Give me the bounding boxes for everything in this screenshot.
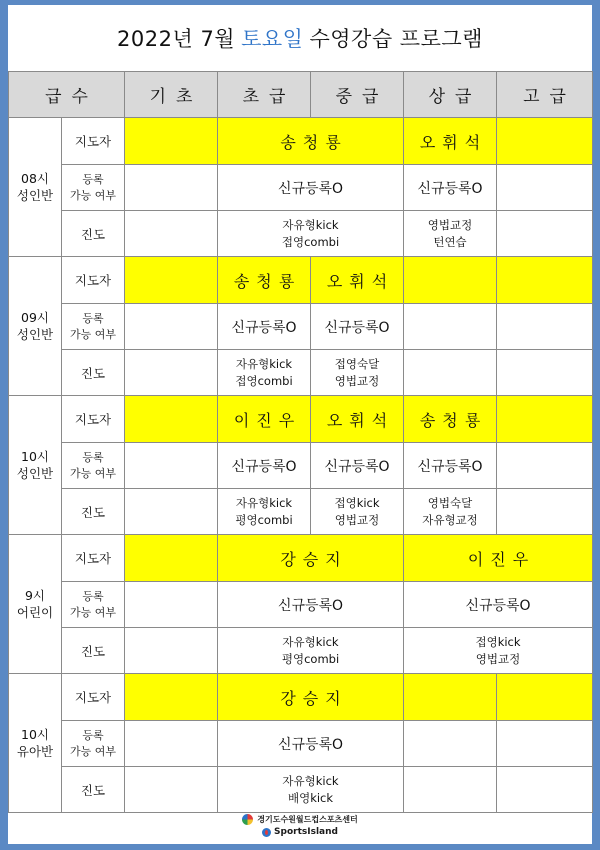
row-label-registration: 등록 가능 여부 xyxy=(62,165,125,211)
group-label: 08시 성인반 xyxy=(9,118,62,257)
row-label-instructor: 지도자 xyxy=(62,535,125,582)
cell-empty xyxy=(125,211,218,257)
cell-empty xyxy=(125,257,218,304)
cell-empty xyxy=(125,304,218,350)
table-row xyxy=(9,489,593,535)
header-row xyxy=(9,72,593,118)
registration-cell: 신규등록O xyxy=(404,582,593,628)
header-basic: 기초 xyxy=(125,72,218,118)
row-label-instructor: 지도자 xyxy=(62,396,125,443)
row-label-progress: 진도 xyxy=(62,489,125,535)
group-label: 10시 유아반 xyxy=(9,674,62,813)
cell-empty xyxy=(125,535,218,582)
cell-empty xyxy=(497,118,593,165)
cell-empty xyxy=(125,628,218,674)
table-row xyxy=(9,165,593,211)
cell-empty xyxy=(497,767,593,813)
instructor-cell: 오휘석 xyxy=(311,396,404,443)
table-row xyxy=(9,767,593,813)
instructor-cell: 오휘석 xyxy=(311,257,404,304)
cell-empty xyxy=(125,443,218,489)
progress-cell: 영법교정 턴연습 xyxy=(404,211,497,257)
group-label: 9시 어린이 xyxy=(9,535,62,674)
cell-empty xyxy=(497,674,593,721)
row-label-instructor: 지도자 xyxy=(62,674,125,721)
table-row xyxy=(9,304,593,350)
progress-cell: 접영kick 영법교정 xyxy=(404,628,593,674)
table-row xyxy=(9,350,593,396)
sportsisland-logo-icon xyxy=(262,828,271,837)
cell-empty xyxy=(404,350,497,396)
schedule-sheet xyxy=(8,5,592,844)
cell-empty xyxy=(125,396,218,443)
cell-empty xyxy=(125,674,218,721)
registration-cell: 신규등록O xyxy=(218,582,404,628)
table-row xyxy=(9,443,593,489)
cell-empty xyxy=(125,767,218,813)
table-row xyxy=(9,582,593,628)
row-label-registration: 등록 가능 여부 xyxy=(62,443,125,489)
header-beginner: 초급 xyxy=(218,72,311,118)
row-label-instructor: 지도자 xyxy=(62,257,125,304)
row-label-progress: 진도 xyxy=(62,628,125,674)
cell-empty xyxy=(497,443,593,489)
progress-cell: 자유형kick 배영kick xyxy=(218,767,404,813)
header-advanced: 상급 xyxy=(404,72,497,118)
instructor-cell: 오휘석 xyxy=(404,118,497,165)
table-row xyxy=(9,721,593,767)
schedule-table xyxy=(8,71,593,813)
table-row xyxy=(9,628,593,674)
progress-cell: 접영kick 영법교정 xyxy=(311,489,404,535)
cell-empty xyxy=(497,350,593,396)
registration-cell: 신규등록O xyxy=(218,443,311,489)
instructor-cell: 송청룡 xyxy=(404,396,497,443)
registration-cell: 신규등록O xyxy=(218,304,311,350)
registration-cell: 신규등록O xyxy=(404,165,497,211)
cell-empty xyxy=(404,257,497,304)
registration-cell: 신규등록O xyxy=(404,443,497,489)
cell-empty xyxy=(404,674,497,721)
cell-empty xyxy=(125,350,218,396)
table-row xyxy=(9,535,593,582)
header-intermediate: 중급 xyxy=(311,72,404,118)
table-row xyxy=(9,118,593,165)
row-label-registration: 등록 가능 여부 xyxy=(62,582,125,628)
row-label-registration: 등록 가능 여부 xyxy=(62,721,125,767)
cell-empty xyxy=(125,721,218,767)
group-label: 09시 성인반 xyxy=(9,257,62,396)
cell-empty xyxy=(497,257,593,304)
table-row xyxy=(9,674,593,721)
cell-empty xyxy=(497,396,593,443)
cell-empty xyxy=(404,767,497,813)
header-expert: 고급 xyxy=(497,72,593,118)
instructor-cell: 송청룡 xyxy=(218,118,404,165)
cell-empty xyxy=(497,489,593,535)
progress-cell: 영법숙달 자유형교정 xyxy=(404,489,497,535)
center-logo-icon xyxy=(242,814,253,825)
cell-empty xyxy=(404,721,497,767)
page-title: 2022년 7월 토요일 수영강습 프로그램 xyxy=(8,5,592,71)
registration-cell: 신규등록O xyxy=(311,304,404,350)
progress-cell: 접영숙달 영법교정 xyxy=(311,350,404,396)
footer-logo xyxy=(8,807,592,844)
registration-cell: 신규등록O xyxy=(218,721,404,767)
row-label-progress: 진도 xyxy=(62,211,125,257)
cell-empty xyxy=(125,165,218,211)
cell-empty xyxy=(497,721,593,767)
cell-empty xyxy=(497,211,593,257)
cell-empty xyxy=(125,582,218,628)
title-weekday: 토요일 xyxy=(241,27,304,51)
header-level: 급수 xyxy=(9,72,125,118)
cell-empty xyxy=(125,118,218,165)
row-label-progress: 진도 xyxy=(62,350,125,396)
row-label-instructor: 지도자 xyxy=(62,118,125,165)
progress-cell: 자유형kick 접영combi xyxy=(218,211,404,257)
instructor-cell: 송청룡 xyxy=(218,257,311,304)
registration-cell: 신규등록O xyxy=(311,443,404,489)
cell-empty xyxy=(497,304,593,350)
instructor-cell: 강승지 xyxy=(218,674,404,721)
progress-cell: 자유형kick 평영combi xyxy=(218,489,311,535)
group-label: 10시 성인반 xyxy=(9,396,62,535)
instructor-cell: 강승지 xyxy=(218,535,404,582)
cell-empty xyxy=(125,489,218,535)
registration-cell: 신규등록O xyxy=(218,165,404,211)
cell-empty xyxy=(404,304,497,350)
footer-org: 경기도수원월드컵스포츠센터 xyxy=(257,815,358,824)
progress-cell: 자유형kick 접영combi xyxy=(218,350,311,396)
table-row xyxy=(9,211,593,257)
table-row xyxy=(9,396,593,443)
progress-cell: 자유형kick 평영combi xyxy=(218,628,404,674)
instructor-cell: 이진우 xyxy=(404,535,593,582)
instructor-cell: 이진우 xyxy=(218,396,311,443)
table-row xyxy=(9,257,593,304)
cell-empty xyxy=(497,165,593,211)
row-label-registration: 등록 가능 여부 xyxy=(62,304,125,350)
row-label-progress: 진도 xyxy=(62,767,125,813)
footer-brand: SportsIsland xyxy=(274,827,338,837)
